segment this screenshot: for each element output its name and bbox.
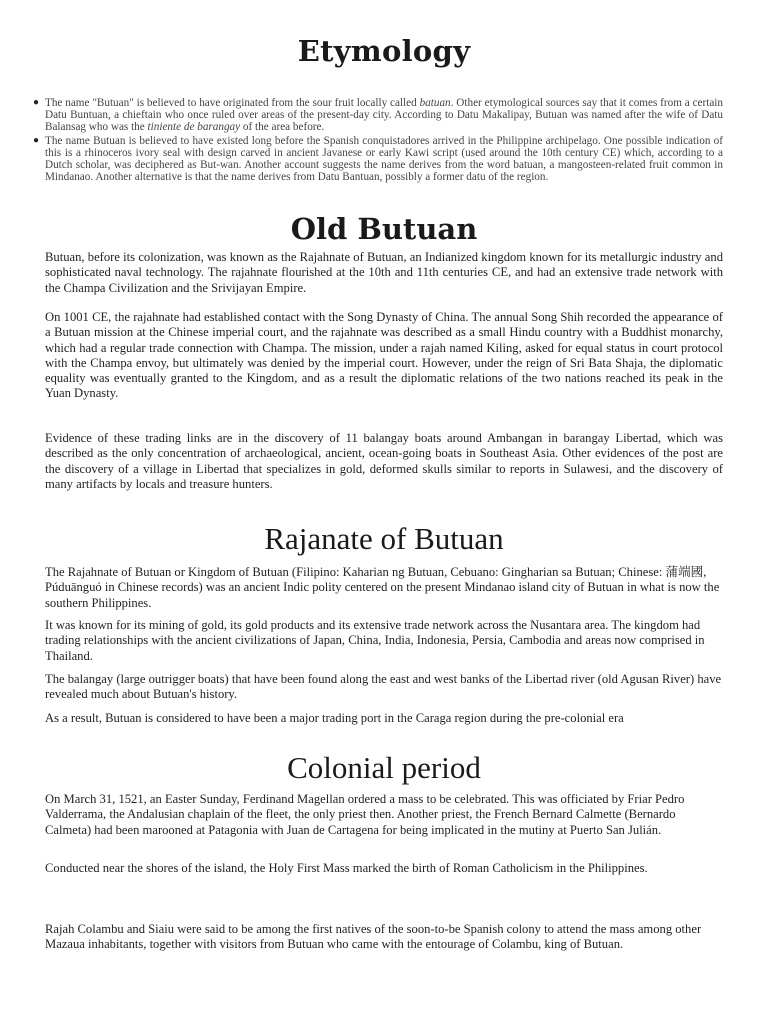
old-butuan-paragraph: Evidence of these trading links are in the discovery of 11 balangay boats around Ambangan in barangay Libertad, which was described as the only concentration of archaeological, ancient, ocean-going boats in Southeast Asia. Other evidences of the post are the discovery of a village in Libertad that specializes in gold, deformed skulls similar to reports in Sulawesi, and the discovery of many artifacts by locals and treasure hunters. xyxy=(45,431,723,491)
etymology-item-text: The name Butuan is believed to have existed long before the Spanish conquistadores arrived in the Philippine archipelago. One possible indication of this is a rhinoceros ivory seal with design carved in ancient Javanese or early Kawi script (used around the 10th century CE) which, according to a Dutch scholar, was deciphered as But-wan. Another account suggests the name derives from the word batuan, a mangosteen-related fruit common in Mindanao. Another alternative is that the name derives from Datu Bantuan, possibly a former datu of the region. xyxy=(45,134,723,184)
rajanate-paragraph: The balangay (large outrigger boats) that have been found along the east and west banks of the Libertad river (old Agusan River) have revealed much about Butuan's history. xyxy=(45,672,722,702)
rajanate-paragraph: The Rajahnate of Butuan or Kingdom of Butuan (Filipino: Kaharian ng Butuan, Cebuano: Gingharian sa Butuan; Chinese: 蒲端國, Púduānguó in Chinese records) was an ancient Indic polity centered on the present Mindanao island city of Butuan in what is now the southern Philippines. xyxy=(45,565,720,610)
rajanate-heading: Rajanate of Butuan xyxy=(264,521,504,556)
rajanate-paragraph: As a result, Butuan is considered to have been a major trading port in the Caraga region during the pre-colonial era xyxy=(45,711,624,725)
list-item xyxy=(33,97,723,134)
old-butuan-heading: Old Butuan xyxy=(290,212,478,246)
etymology-heading: Etymology xyxy=(297,34,471,68)
bullet-icon: ● xyxy=(33,97,40,108)
rajanate-paragraph: It was known for its mining of gold, its gold products and its extensive trade network across the Nusantara area. The kingdom had trading relationships with the ancient civilizations of Japan, China, India, Indonesia, Persia, Cambodia and areas now comprised in Thailand. xyxy=(45,618,705,663)
bullet-icon: ● xyxy=(33,134,40,146)
old-butuan-paragraph: On 1001 CE, the rajahnate had established contact with the Song Dynasty of China. The annual Song Shih recorded the appearance of a Butuan mission at the Chinese imperial court, and the rajahnate was described as a small Hindu country with a Buddhist monarchy, which had a regular trade connection with Champa. The mission, under a rajah named Kiling, asked for equal status in court protocol with the Champa envoy, but ultimately was denied by the imperial court. However, under the reign of Sri Bata Shaja, the diplomatic equality was eventually granted to the Kingdom, and as a result the diplomatic relations of the two nations reached its peak in the Yuan Dynasty. xyxy=(45,310,723,401)
colonial-paragraph: Rajah Colambu and Siaiu were said to be among the first natives of the soon-to-be Spanish colony to attend the mass among other Mazaua inhabitants, together with visitors from Butuan who came with the entourage of Colambu, king of Butuan. xyxy=(45,922,702,952)
etymology-list xyxy=(33,97,723,184)
old-butuan-paragraph: Butuan, before its colonization, was known as the Rajahnate of Butuan, an Indianized kingdom known for its metallurgic industry and sophisticated naval technology. The rajahnate flourished at the 10th and 11th centuries CE, and had an extensive trade network with the Champa Civilization and the Srivijayan Empire. xyxy=(45,250,723,295)
colonial-paragraph: Conducted near the shores of the island, the Holy First Mass marked the birth of Roman Catholicism in the Philippines. xyxy=(45,861,648,875)
etymology-item-emphasis: tiniente de barangay xyxy=(147,121,241,134)
list-item xyxy=(33,134,723,184)
etymology-item-text: . Other etymological sources say that it comes from a certain Datu Buntuan, a chieftain who once ruled over areas of the present-day city. According to Datu Makalipay, Butuan was named after the wife of Datu Balansag who was the xyxy=(45,97,723,134)
colonial-paragraph: On March 31, 1521, an Easter Sunday, Ferdinand Magellan ordered a mass to be celebrated. This was officiated by Friar Pedro Valderrama, the Andalusian chaplain of the fleet, the only priest then. Another priest, the French Bernard Calmette (Bernardo Calmeta) had been marooned at Patagonia with Juan de Cartagena for being implicated in the mutiny at Puerto San Julián. xyxy=(45,792,685,837)
colonial-period-heading: Colonial period xyxy=(287,750,481,785)
etymology-item-text: The name "Butuan" is believed to have originated from the sour fruit locally called xyxy=(45,97,420,109)
etymology-item-text: of the area before. xyxy=(240,121,325,134)
etymology-item-emphasis: batuan xyxy=(419,97,451,109)
